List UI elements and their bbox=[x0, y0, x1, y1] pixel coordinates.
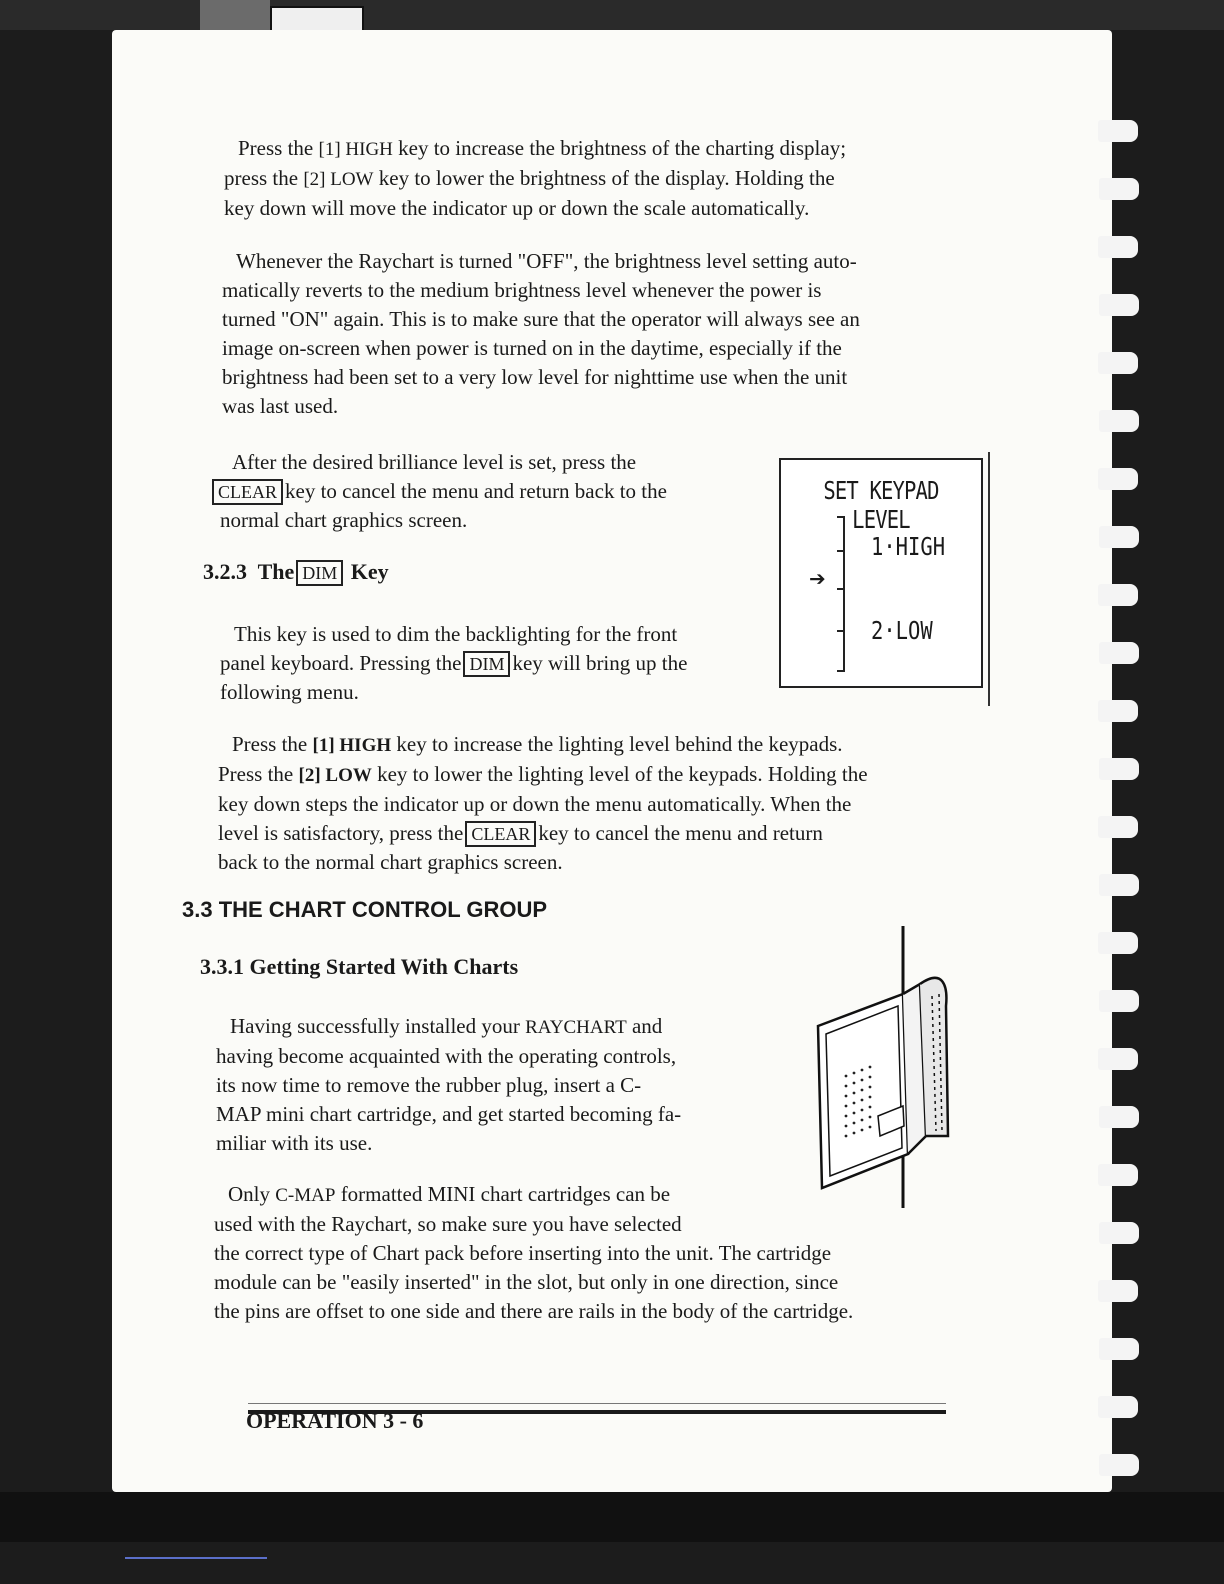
binding-ring bbox=[1099, 758, 1139, 780]
high-key-label: [1] HIGH bbox=[312, 735, 392, 756]
text: Only bbox=[228, 1182, 276, 1206]
scale-tick bbox=[837, 516, 845, 518]
text: following menu. bbox=[220, 680, 359, 704]
binding-ring bbox=[1098, 1396, 1138, 1418]
clear-key-box: CLEAR bbox=[212, 479, 283, 505]
scan-artifact bbox=[200, 0, 270, 30]
text: its now time to remove the rubber plug, insert a C- bbox=[216, 1073, 642, 1097]
binding-ring bbox=[1098, 1048, 1138, 1070]
paragraph-brightness-keys bbox=[224, 134, 846, 223]
binding-ring bbox=[1098, 932, 1138, 954]
text: miliar with its use. bbox=[216, 1131, 373, 1155]
binding-ring bbox=[1099, 178, 1139, 200]
section-number: 3.2.3 bbox=[203, 559, 247, 584]
text: key to lower the lighting level of the keypads. Holding the bbox=[371, 762, 868, 786]
binding-ring bbox=[1099, 1454, 1139, 1476]
scale-tick bbox=[837, 670, 845, 672]
text: key down will move the indicator up or down the scale automatically. bbox=[224, 196, 810, 220]
high-key-label: [1] HIGH bbox=[318, 139, 393, 160]
text: key will bring up the bbox=[512, 651, 688, 675]
level-scale bbox=[843, 516, 845, 672]
binding-ring bbox=[1099, 990, 1139, 1012]
text: panel keyboard. Pressing the bbox=[220, 651, 462, 675]
text: having become acquainted with the operating controls, bbox=[216, 1044, 677, 1068]
paragraph-getting-started bbox=[216, 1012, 681, 1158]
low-key-label: [2] LOW bbox=[303, 169, 374, 190]
text: level is satisfactory, press the bbox=[218, 821, 464, 845]
heading-3-2-3 bbox=[203, 559, 389, 586]
binding-ring bbox=[1099, 410, 1139, 432]
text: the pins are offset to one side and there are rails in the body of the cartridge. bbox=[214, 1299, 854, 1323]
binding-ring bbox=[1098, 816, 1138, 838]
text: turned "ON" again. This is to make sure that the operator will always see an bbox=[222, 307, 860, 331]
indicator-arrow-icon: ➔ bbox=[809, 562, 826, 595]
text: After the desired brilliance level is set, press the bbox=[232, 450, 637, 474]
text: normal chart graphics screen. bbox=[220, 508, 468, 532]
footer-rule-thin bbox=[248, 1403, 946, 1404]
text: This key is used to dim the backlighting for the front bbox=[234, 622, 678, 646]
binding-ring bbox=[1098, 236, 1138, 258]
binding-ring bbox=[1099, 294, 1139, 316]
binding-ring bbox=[1098, 584, 1138, 606]
scale-tick bbox=[837, 630, 845, 632]
clear-key-box: CLEAR bbox=[465, 821, 536, 847]
menu-frame-line bbox=[988, 452, 990, 706]
text: the correct type of Chart pack before inserting into the unit. The cartridge bbox=[214, 1241, 832, 1265]
text: back to the normal chart graphics screen. bbox=[218, 850, 563, 874]
scan-artifact-line bbox=[125, 1557, 267, 1559]
text: matically reverts to the medium brightness level whenever the power is bbox=[222, 278, 822, 302]
binding-ring bbox=[1099, 1106, 1139, 1128]
text: key to increase the lighting level behind the keypads. bbox=[391, 732, 843, 756]
heading-3-3-1: 3.3.1 Getting Started With Charts bbox=[200, 954, 519, 979]
text: Press the bbox=[238, 136, 319, 160]
text: Whenever the Raychart is turned "OFF", the brightness level setting auto- bbox=[236, 249, 857, 273]
page-footer: OPERATION 3 - 6 bbox=[246, 1408, 424, 1433]
binding-ring bbox=[1098, 352, 1138, 374]
binding-ring bbox=[1098, 120, 1138, 142]
dim-key-box: DIM bbox=[296, 560, 343, 586]
binding-ring bbox=[1098, 1280, 1138, 1302]
heading-3-3: 3.3 THE CHART CONTROL GROUP bbox=[182, 897, 548, 922]
text: brightness had been set to a very low level for nighttime use when the unit bbox=[222, 365, 848, 389]
top-scanner-edge bbox=[0, 0, 1224, 30]
text: key to cancel the menu and return back to the bbox=[285, 479, 667, 503]
binding-ring bbox=[1098, 468, 1138, 490]
page-tab bbox=[270, 6, 364, 32]
brand-name: C-MAP bbox=[275, 1185, 336, 1206]
dim-key-box: DIM bbox=[463, 651, 510, 677]
paragraph-dim-key bbox=[220, 620, 687, 707]
paragraph-clear-key bbox=[210, 448, 667, 535]
text: MAP mini chart cartridge, and get started becoming fa- bbox=[216, 1102, 682, 1126]
text: and bbox=[626, 1014, 663, 1038]
paragraph-cartridge-insertion bbox=[214, 1180, 853, 1326]
text: was last used. bbox=[222, 394, 339, 418]
text: The bbox=[257, 559, 295, 584]
menu-item-high: 1·HIGH bbox=[871, 532, 946, 561]
text: key to cancel the menu and return bbox=[538, 821, 823, 845]
menu-item-low: 2·LOW bbox=[871, 616, 933, 645]
binding-ring bbox=[1099, 1222, 1139, 1244]
spiral-binding bbox=[1112, 40, 1224, 1540]
text: key to increase the brightness of the charting display; bbox=[392, 136, 847, 160]
bottom-scanner-edge bbox=[0, 1492, 1224, 1542]
keypad-level-menu bbox=[779, 458, 983, 688]
text: module can be "easily inserted" in the slot, but only in one direction, since bbox=[214, 1270, 839, 1294]
text: Having successfully installed your bbox=[230, 1014, 526, 1038]
text: key to lower the brightness of the display. Holding the bbox=[373, 166, 835, 190]
paragraph-lighting-keys bbox=[218, 730, 868, 877]
text: Press the bbox=[218, 762, 299, 786]
binding-ring bbox=[1099, 1338, 1139, 1360]
scale-tick bbox=[837, 588, 845, 590]
text: formatted MINI chart cartridges can be bbox=[335, 1182, 671, 1206]
brand-name: RAYCHART bbox=[525, 1017, 627, 1038]
binding-ring bbox=[1098, 1164, 1138, 1186]
text: Press the bbox=[232, 732, 313, 756]
low-key-label: [2] LOW bbox=[298, 765, 372, 786]
text: key down steps the indicator up or down the menu automatically. When the bbox=[218, 792, 852, 816]
text: used with the Raychart, so make sure you have selected bbox=[214, 1212, 682, 1236]
paragraph-power-reset bbox=[222, 247, 860, 421]
scale-tick bbox=[837, 550, 845, 552]
text: press the bbox=[224, 166, 304, 190]
binding-ring bbox=[1099, 874, 1139, 896]
chart-cartridge-illustration bbox=[808, 926, 958, 1216]
binding-ring bbox=[1099, 642, 1139, 664]
menu-title: SET KEYPAD LEVEL bbox=[823, 476, 939, 534]
text: Key bbox=[350, 559, 389, 584]
binding-ring bbox=[1099, 526, 1139, 548]
text: image on-screen when power is turned on in the daytime, especially if the bbox=[222, 336, 842, 360]
binding-ring bbox=[1098, 700, 1138, 722]
